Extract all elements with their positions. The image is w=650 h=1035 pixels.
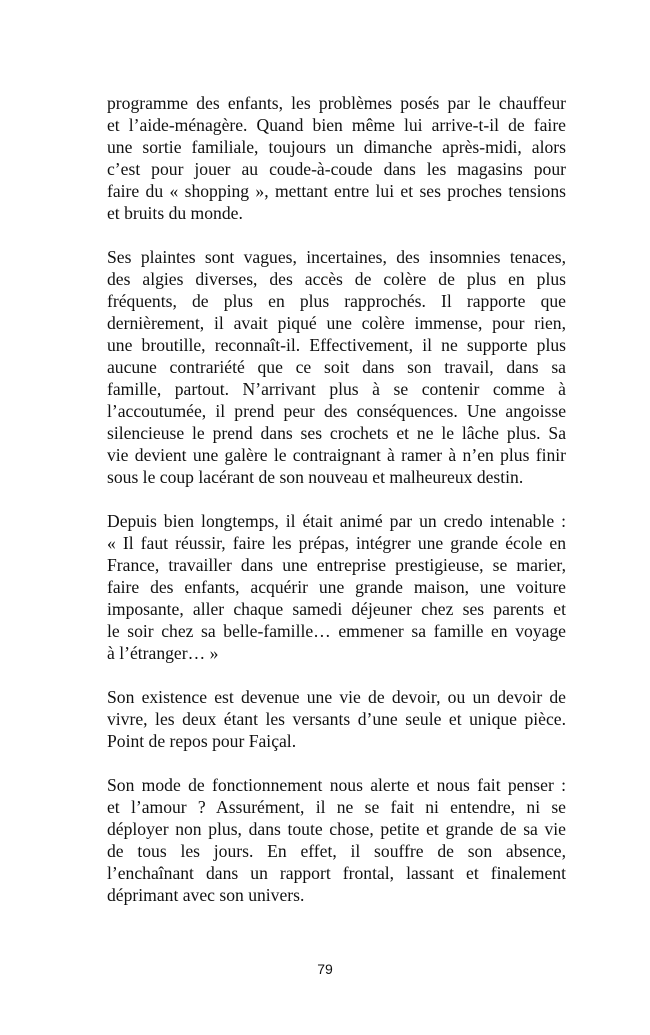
text-line: vie devient une galère le contraignant à ramer à n’en plus finir	[107, 445, 566, 465]
paragraph-4	[107, 686, 566, 752]
text-line: Son mode de fonctionnement nous alerte et nous fait penser :	[107, 775, 566, 795]
text-line: des algies diverses, des accès de colère de plus en plus	[107, 269, 566, 289]
text-line: et bruits du monde.	[107, 203, 243, 223]
text-line: dernièrement, il avait piqué une colère immense, pour rien,	[107, 313, 566, 333]
text-line: France, travailler dans une entreprise prestigieuse, se marier,	[107, 555, 566, 575]
text-line: Depuis bien longtemps, il était animé par un credo intenable :	[107, 511, 566, 531]
text-line: Ses plaintes sont vagues, incertaines, des insomnies tenaces,	[107, 247, 566, 267]
text-line: une broutille, reconnaît-il. Effectivement, il ne supporte plus	[107, 335, 566, 355]
text-line: fréquents, de plus en plus rapprochés. Il rapporte que	[107, 291, 566, 311]
text-line: faire des enfants, acquérir une grande maison, une voiture	[107, 577, 566, 597]
text-line: l’accoutumée, il prend peur des conséquences. Une angoisse	[107, 401, 566, 421]
text-line: vivre, les deux étant les versants d’une seule et unique pièce.	[107, 709, 566, 729]
text-line: famille, partout. N’arrivant plus à se contenir comme à	[107, 379, 566, 399]
text-line: Son existence est devenue une vie de devoir, ou un devoir de	[107, 687, 566, 707]
text-line: sous le coup lacérant de son nouveau et malheureux destin.	[107, 467, 524, 487]
text-line: de tous les jours. En effet, il souffre de son absence,	[107, 841, 566, 861]
text-line: une sortie familiale, toujours un dimanche après-midi, alors	[107, 137, 566, 157]
text-line: imposante, aller chaque samedi déjeuner chez ses parents et	[107, 599, 566, 619]
page-number: 79	[317, 961, 333, 977]
text-line: et l’aide-ménagère. Quand bien même lui arrive-t-il de faire	[107, 115, 566, 135]
text-line: aucune contrariété que ce soit dans son travail, dans sa	[107, 357, 566, 377]
paragraph-3	[107, 510, 566, 664]
text-line: silencieuse le prend dans ses crochets et ne le lâche plus. Sa	[107, 423, 566, 443]
paragraph-2	[107, 246, 566, 488]
text-line: déprimant avec son univers.	[107, 885, 305, 905]
text-line: déployer non plus, dans toute chose, petite et grande de sa vie	[107, 819, 566, 839]
text-line: l’enchaînant dans un rapport frontal, lassant et finalement	[107, 863, 566, 883]
text-line: et l’amour ? Assurément, il ne se fait ni entendre, ni se	[107, 797, 566, 817]
text-line: le soir chez sa belle-famille… emmener sa famille en voyage	[107, 621, 566, 641]
paragraph-5	[107, 774, 566, 906]
text-line: c’est pour jouer au coude-à-coude dans les magasins pour	[107, 159, 566, 179]
paragraph-1	[107, 92, 566, 224]
text-line: à l’étranger… »	[107, 643, 219, 663]
text-line: « Il faut réussir, faire les prépas, intégrer une grande école en	[107, 533, 566, 553]
text-line: Point de repos pour Faiçal.	[107, 731, 297, 751]
body-text	[107, 92, 566, 928]
text-line: programme des enfants, les problèmes posés par le chauffeur	[107, 93, 566, 113]
text-line: faire du « shopping », mettant entre lui et ses proches tensions	[107, 181, 566, 201]
